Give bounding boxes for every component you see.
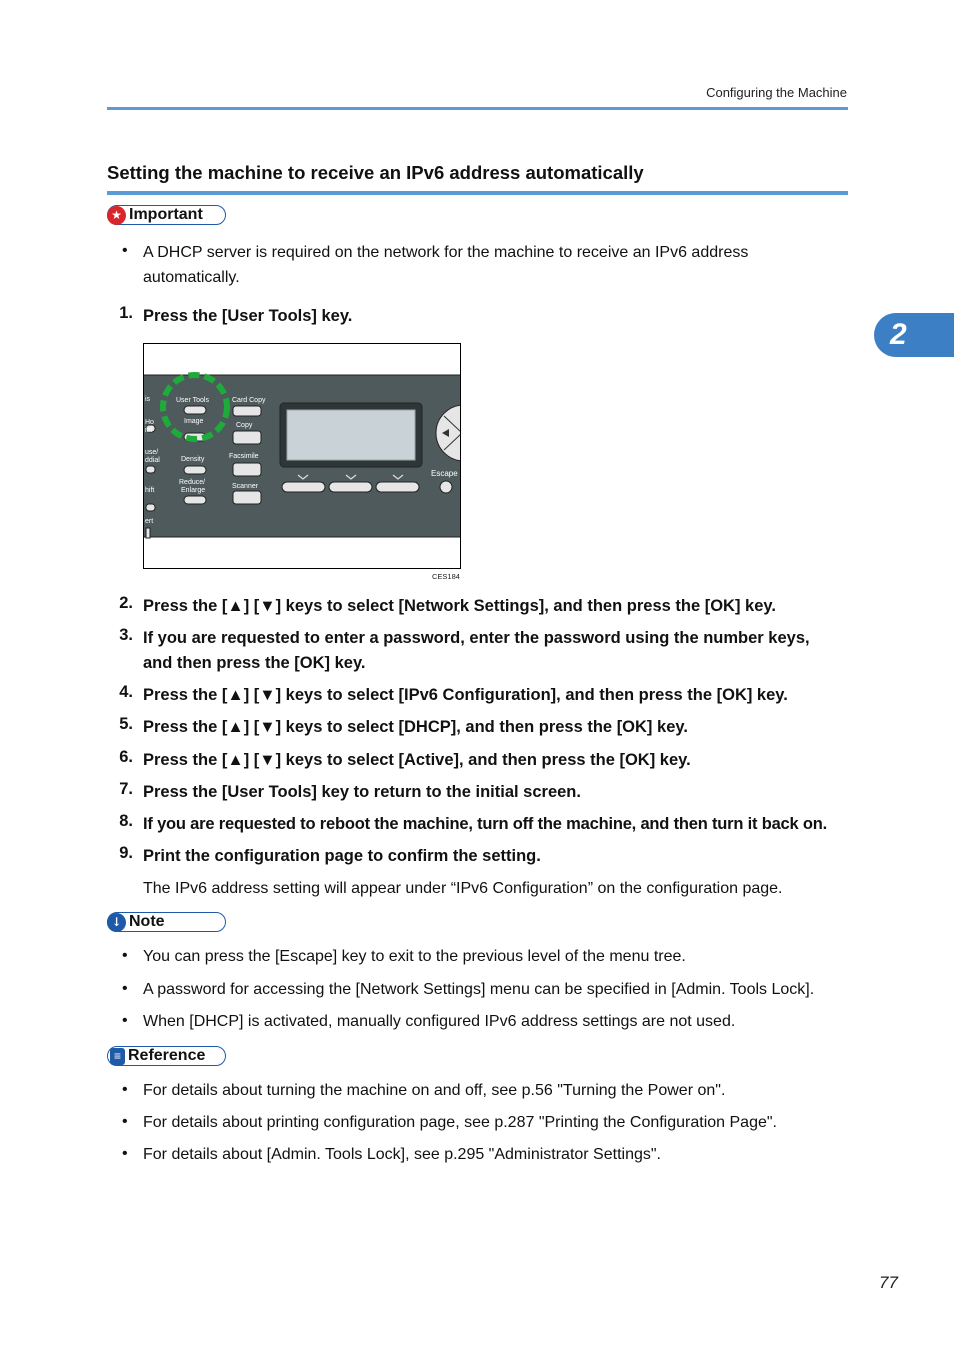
- note-item: You can press the [Escape] key to exit to the previous level of the menu tree.: [143, 948, 686, 965]
- step-text: If you are requested to reboot the machine, turn off the machine, and then turn it back on.: [143, 815, 828, 833]
- info-icon: ↓: [107, 913, 126, 932]
- reference-item: For details about printing configuration page, see p.287 "Printing the Configuration Page".: [143, 1114, 777, 1131]
- note-label: Note: [129, 913, 165, 930]
- bullet-icon: •: [122, 1081, 128, 1098]
- step-number: 5.: [119, 715, 133, 733]
- label-edge-7: ert: [145, 518, 154, 525]
- label-enlarge: Enlarge: [181, 487, 206, 494]
- label-edge-3: ial: [145, 427, 153, 434]
- bullet-icon: •: [122, 1113, 128, 1130]
- note-item: When [DHCP] is activated, manually configured IPv6 address settings are not used.: [143, 1013, 736, 1030]
- step-number: 2.: [119, 594, 133, 612]
- step-text: Press the [▲] [▼] keys to select [Active], and then press the [OK] key.: [143, 751, 691, 769]
- step-text: Press the [User Tools] key.: [143, 307, 353, 325]
- section-rule: [107, 191, 848, 195]
- reference-item: For details about turning the machine on and off, see p.56 "Turning the Power on".: [143, 1082, 726, 1099]
- reference-item: For details about [Admin. Tools Lock], see p.295 "Administrator Settings".: [143, 1146, 661, 1163]
- section-title: Setting the machine to receive an IPv6 address automatically: [107, 162, 644, 183]
- step-text: Press the [User Tools] key to return to the initial screen.: [143, 783, 581, 801]
- label-escape: Escape: [431, 469, 458, 478]
- step-number: 8.: [119, 812, 133, 830]
- label-density: Density: [181, 456, 205, 463]
- page-number: 77: [879, 1273, 898, 1292]
- note-badge: [107, 912, 226, 932]
- step-text: Press the [▲] [▼] keys to select [Network Settings], and then press the [OK] key.: [143, 597, 776, 615]
- label-facsimile: Facsimile: [229, 453, 259, 460]
- control-panel-figure: [143, 343, 461, 569]
- control-panel-illustration: [144, 344, 461, 569]
- note-item: A password for accessing the [Network Settings] menu can be specified in [Admin. Tools Lock].: [143, 981, 815, 998]
- running-header: Configuring the Machine: [706, 85, 847, 100]
- important-label: Important: [129, 206, 203, 223]
- label-edge-2: Ho: [145, 419, 154, 426]
- bullet-icon: •: [122, 1145, 128, 1162]
- label-copy: Copy: [236, 422, 253, 429]
- reference-label: Reference: [128, 1047, 206, 1064]
- star-icon: ★: [107, 206, 126, 225]
- label-edge-1: is: [145, 396, 151, 403]
- label-image: Image: [184, 418, 204, 425]
- book-icon: ≡: [110, 1048, 125, 1065]
- step-number: 6.: [119, 748, 133, 766]
- figure-code: CES184: [432, 572, 460, 581]
- bullet-icon: •: [122, 947, 128, 964]
- step-number: 3.: [119, 626, 133, 644]
- label-edge-5: ddial: [145, 457, 160, 464]
- bullet-icon: •: [122, 1012, 128, 1029]
- chapter-tab: 2: [874, 313, 954, 357]
- step-number: 4.: [119, 683, 133, 701]
- reference-badge: [107, 1046, 226, 1066]
- step-detail: The IPv6 address setting will appear under “IPv6 Configuration” on the configuration page.: [143, 880, 783, 897]
- header-rule: [107, 107, 848, 110]
- step-text: Press the [▲] [▼] keys to select [IPv6 Configuration], and then press the [OK] key.: [143, 686, 788, 704]
- step-number: 9.: [119, 844, 133, 862]
- step-number: 1.: [119, 304, 133, 322]
- label-reduce: Reduce/: [179, 479, 206, 486]
- step-text: Print the configuration page to confirm the setting.: [143, 847, 541, 865]
- important-badge: [107, 205, 226, 225]
- bullet-icon: •: [122, 980, 128, 997]
- label-scanner: Scanner: [232, 483, 259, 490]
- important-item: A DHCP server is required on the network for the machine to receive an IPv6 address automatically.: [143, 244, 749, 286]
- step-text: If you are requested to enter a password, enter the password using the number keys, and then press the [OK] key.: [143, 629, 810, 672]
- label-edge-4: use/: [145, 449, 159, 456]
- step-number: 7.: [119, 780, 133, 798]
- bullet-icon: •: [122, 242, 128, 259]
- label-card-copy: Card Copy: [232, 397, 266, 404]
- step-text: Press the [▲] [▼] keys to select [DHCP], and then press the [OK] key.: [143, 718, 688, 736]
- label-user-tools: User Tools: [176, 397, 209, 404]
- label-edge-6: hift: [145, 487, 155, 494]
